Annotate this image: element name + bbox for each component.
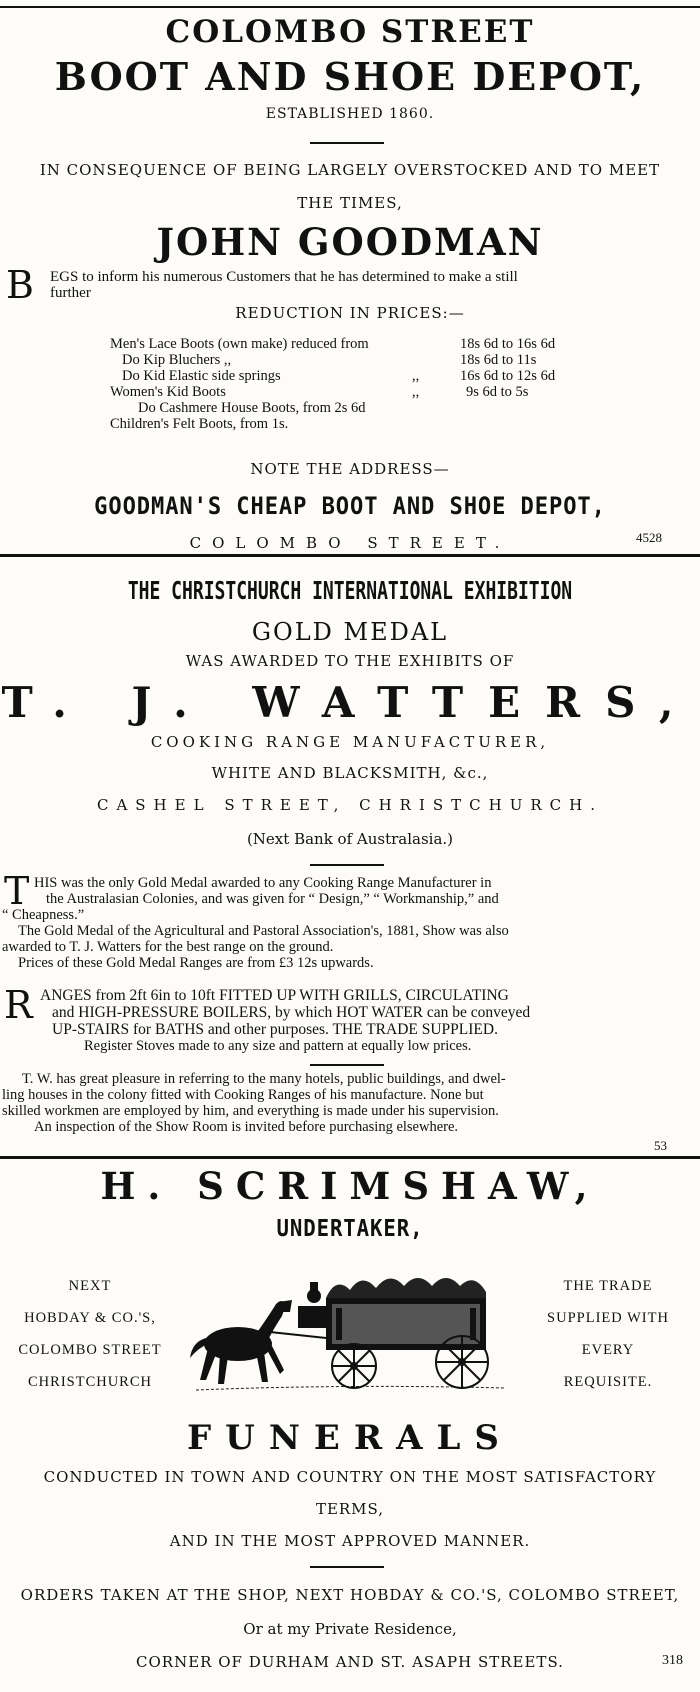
watters-name: T. J. WATTERS, bbox=[1, 678, 699, 727]
watters-tw-line2: ling houses in the colony fitted with Cooking Ranges of his manufacture. None but bbox=[2, 1087, 484, 1103]
divider bbox=[310, 1064, 384, 1066]
goodman-name: JOHN GOODMAN bbox=[156, 220, 544, 264]
price-ditto: ,, bbox=[412, 368, 420, 384]
scrimshaw-undertaker: UNDERTAKER, bbox=[276, 1216, 424, 1242]
goodman-reduction: REDUCTION IN PRICES:— bbox=[235, 304, 465, 322]
watters-r-line2: and HIGH-PRESSURE BOILERS, by which HOT WATER can be conveyed bbox=[52, 1004, 531, 1021]
scrimshaw-left-line: CHRISTCHURCH bbox=[28, 1374, 152, 1390]
price-item: Women's Kid Boots bbox=[110, 384, 226, 400]
price-value: 16s 6d to 12s 6d bbox=[460, 368, 556, 384]
scrimshaw-residence: Or at my Private Residence, bbox=[243, 1620, 457, 1638]
watters-smith: WHITE AND BLACKSMITH, &c., bbox=[211, 764, 489, 782]
goodman-the-times: THE TIMES, bbox=[297, 194, 403, 212]
divider bbox=[310, 864, 384, 866]
scrimshaw-terms: TERMS, bbox=[315, 1500, 385, 1518]
goodman-consequence: IN CONSEQUENCE OF BEING LARGELY OVERSTOCKED AND TO MEET bbox=[39, 161, 661, 179]
watters-tw-line1: T. W. has great pleasure in referring to the many hotels, public buildings, and dwel- bbox=[22, 1071, 506, 1087]
watters-p1-line3: “ Cheapness.” bbox=[2, 907, 85, 923]
scrimshaw-right-line: THE TRADE bbox=[563, 1278, 653, 1294]
goodman-street: COLOMBO STREET. bbox=[189, 534, 511, 552]
hearse-engraving-illustration bbox=[186, 1262, 516, 1402]
scrimshaw-left-line: NEXT bbox=[68, 1278, 112, 1294]
price-value: 18s 6d to 11s bbox=[460, 352, 537, 368]
watters-tw-line4: An inspection of the Show Room is invited before purchasing elsewhere. bbox=[34, 1119, 459, 1135]
scrimshaw-left-line: COLOMBO STREET bbox=[18, 1342, 162, 1358]
drop-cap-t: T bbox=[4, 869, 30, 913]
watters-ref-number: 53 bbox=[654, 1138, 667, 1153]
scrimshaw-name: H. SCRIMSHAW, bbox=[100, 1164, 600, 1208]
price-item: Do Kid Elastic side springs bbox=[122, 368, 281, 384]
scrimshaw-approved: AND IN THE MOST APPROVED MANNER. bbox=[169, 1532, 531, 1550]
watters-r-line4: Register Stoves made to any size and pattern at equally low prices. bbox=[84, 1038, 472, 1054]
watters-trade: COOKING RANGE MANUFACTURER, bbox=[150, 733, 550, 751]
goodman-note: NOTE THE ADDRESS— bbox=[250, 460, 450, 478]
drop-cap-r: R bbox=[4, 983, 33, 1027]
goodman-title-line1: COLOMBO STREET bbox=[165, 14, 535, 50]
scrimshaw-corner: CORNER OF DURHAM AND ST. ASAPH STREETS. bbox=[136, 1653, 564, 1671]
scrimshaw-orders: ORDERS TAKEN AT THE SHOP, NEXT HOBDAY & CO.'S, COLOMBO STREET, bbox=[20, 1586, 680, 1604]
scrimshaw-right-line: REQUISITE. bbox=[563, 1374, 653, 1390]
watters-exhibition: THE CHRISTCHURCH INTERNATIONAL EXHIBITION bbox=[127, 576, 573, 605]
scrimshaw-right-line: SUPPLIED WITH bbox=[547, 1310, 669, 1326]
watters-next-bank: (Next Bank of Australasia.) bbox=[246, 830, 454, 848]
goodman-depot: GOODMAN'S CHEAP BOOT AND SHOE DEPOT, bbox=[94, 492, 606, 520]
top-rule bbox=[0, 6, 700, 8]
watters-p1-line1: HIS was the only Gold Medal awarded to any Cooking Range Manufacturer in bbox=[34, 875, 492, 891]
scrimshaw-conducted: CONDUCTED IN TOWN AND COUNTRY ON THE MOST SATISFACTORY bbox=[43, 1468, 657, 1486]
watters-p2-line1: The Gold Medal of the Agricultural and Pastoral Association's, 1881, Show was also bbox=[18, 923, 509, 939]
watters-p3: Prices of these Gold Medal Ranges are from £3 12s upwards. bbox=[18, 955, 374, 971]
price-item: Do Kip Bluchers ,, bbox=[122, 352, 232, 368]
watters-street: CASHEL STREET, CHRISTCHURCH. bbox=[96, 796, 604, 814]
goodman-title-line2: BOOT AND SHOE DEPOT, bbox=[54, 54, 646, 99]
watters-p2-line2: awarded to T. J. Watters for the best range on the ground. bbox=[2, 939, 334, 955]
watters-r-line3: UP-STAIRS for BATHS and other purposes. THE TRADE SUPPLIED. bbox=[52, 1021, 498, 1038]
price-value: 9s 6d to 5s bbox=[466, 384, 529, 400]
watters-p1-line2: the Australasian Colonies, and was given for “ Design,” “ Workmanship,” and bbox=[46, 891, 499, 907]
goodman-begs-line1: EGS to inform his numerous Customers that he has determined to make a still bbox=[50, 269, 518, 285]
divider bbox=[310, 1566, 384, 1568]
goodman-begs-line2: further bbox=[50, 285, 91, 301]
price-ditto: ,, bbox=[412, 384, 420, 400]
price-value: 18s 6d to 16s 6d bbox=[460, 336, 556, 352]
watters-r-line1: ANGES from 2ft 6in to 10ft FITTED UP WITH GRILLS, CIRCULATING bbox=[40, 987, 509, 1004]
section-rule bbox=[0, 554, 700, 557]
watters-awarded: WAS AWARDED TO THE EXHIBITS OF bbox=[185, 652, 515, 670]
drop-cap-b: B bbox=[6, 263, 34, 307]
goodman-cashmere: Do Cashmere House Boots, from 2s 6d bbox=[138, 400, 366, 416]
horse-icon bbox=[190, 1300, 292, 1384]
price-row bbox=[110, 336, 369, 353]
scrimshaw-right-line: EVERY bbox=[581, 1342, 635, 1358]
scrimshaw-left-line: HOBDAY & CO.'S, bbox=[24, 1310, 156, 1326]
price-item: Men's Lace Boots (own make) reduced from bbox=[110, 336, 369, 352]
section-rule bbox=[0, 1156, 700, 1159]
watters-tw-line3: skilled workmen are employed by him, and everything is made under his supervision. bbox=[2, 1103, 499, 1119]
divider bbox=[310, 142, 384, 144]
watters-gold-medal: GOLD MEDAL bbox=[251, 618, 449, 646]
goodman-ref-number: 4528 bbox=[636, 530, 662, 545]
goodman-established: ESTABLISHED 1860. bbox=[265, 106, 435, 122]
scrimshaw-funerals: FUNERALS bbox=[187, 1418, 513, 1458]
goodman-felt: Children's Felt Boots, from 1s. bbox=[110, 416, 289, 432]
scrimshaw-ref-number: 318 bbox=[662, 1653, 683, 1668]
